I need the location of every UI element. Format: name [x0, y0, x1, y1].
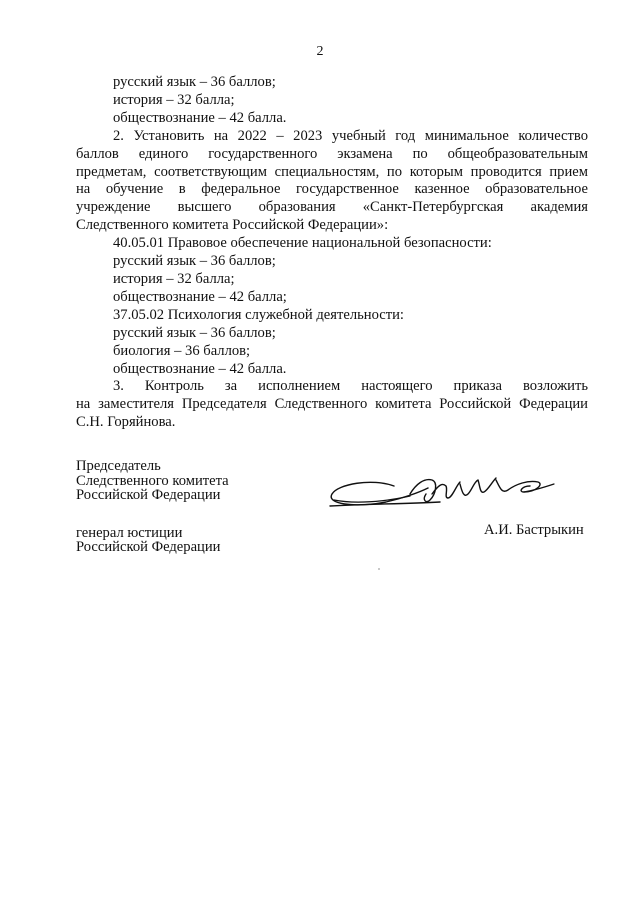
paragraph-2-line: учреждение высшего образования «Санкт-Петербургская академия: [76, 199, 588, 216]
paragraph-3-line: С.Н. Горяйнова.: [76, 414, 176, 431]
paragraph-2-line: 2. Установить на 2022 – 2023 учебный год минимальное количество: [113, 127, 588, 144]
position-line: Российской Федерации: [76, 487, 221, 504]
text-line: обществознание – 42 балла;: [113, 288, 287, 305]
rank-line: генерал юстиции: [76, 524, 183, 541]
position-line: Следственного комитета: [76, 472, 229, 489]
page-number: 2: [316, 44, 324, 59]
rank-line: Российской Федерации: [76, 539, 221, 556]
specialty-title: 40.05.01 Правовое обеспечение национальной безопасности:: [113, 235, 492, 252]
signer-name: А.И. Бастрыкин: [484, 522, 584, 538]
text-line: история – 32 балла;: [113, 91, 235, 108]
signature-icon: [324, 464, 560, 524]
document-body: [76, 74, 588, 432]
text-line: биология – 36 баллов;: [113, 342, 251, 359]
specialty-title: 37.05.02 Психология служебной деятельности:: [113, 306, 404, 323]
paragraph-3-line: 3. Контроль за исполнением настоящего приказа возложить: [113, 378, 588, 395]
text-line: история – 32 балла;: [113, 270, 235, 287]
signatory-position: [76, 459, 229, 555]
paragraph-2-line: предметам, соответствующим специальностям, по которым проводится прием: [76, 163, 588, 180]
paragraph-2-line: на обучение в федеральное государственное казенное образовательное: [76, 181, 588, 198]
paragraph-2-line: Следственного комитета Российской Федерации»:: [76, 217, 389, 234]
text-line: русский язык – 36 баллов;: [113, 74, 276, 90]
text-line: обществознание – 42 балла.: [113, 109, 287, 126]
paragraph-3-line: на заместителя Председателя Следственного комитета Российской Федерации: [76, 396, 588, 413]
text-line: русский язык – 36 баллов;: [113, 324, 276, 341]
paragraph-2-line: баллов единого государственного экзамена по общеобразовательным: [76, 145, 588, 162]
text-line: русский язык – 36 баллов;: [113, 253, 276, 270]
position-line: Председатель: [76, 458, 161, 474]
scan-speck: [378, 568, 380, 570]
text-line: обществознание – 42 балла.: [113, 360, 287, 377]
